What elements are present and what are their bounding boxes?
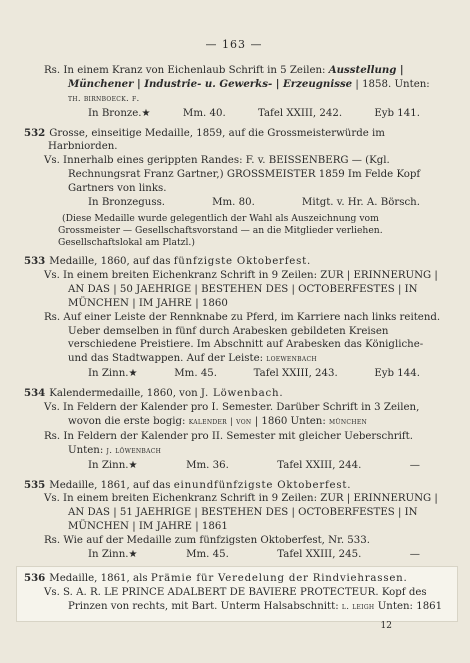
obverse-description: Vs. In einem breiten Eichenkranz Schrift in 9 Zeilen: ZUR | ERINNERUNG | AN DAS | 50 JAEHRIGE | BESTEHEN DES | OCTOBERFESTES | IN MÜNCHEN | IM JAHRE | 1860 — [44, 269, 438, 309]
engraver-signature: j. löwenbach — [106, 445, 162, 456]
fraktur-inscription: Ausstellung | Münchener | Industrie- u. Gewerks- | Erzeugnisse — [68, 63, 404, 90]
diameter: Mm. 45. — [174, 368, 218, 380]
entry-title: Medaille, 1860, auf das — [49, 255, 174, 267]
obverse-text-2: Unten: 1861 — [374, 600, 443, 612]
entry-heading — [24, 572, 444, 586]
entry-536 — [24, 572, 444, 615]
obverse-description: Vs. Innerhalb eines gerippten Randes: F. v. BEISSENBERG — (Kgl. Rechnungsrat Franz Gartner,) GROSSMEISTER 1859 Im Felde Kopf Gartners von links. — [44, 155, 421, 195]
printer-signature: 12 — [380, 621, 392, 631]
plate-reference: Tafel XXIII, 245. — [277, 549, 362, 561]
reverse-description — [44, 430, 444, 459]
entry-number: 533 — [24, 254, 46, 267]
diameter: Mm. 40. — [182, 107, 226, 119]
entry-heading — [24, 255, 444, 269]
plate-reference: Tafel XXIII, 243. — [253, 368, 338, 380]
entry-number: 535 — [24, 478, 46, 491]
metal: In Bronze.★ — [88, 107, 151, 119]
entry-specs — [88, 459, 420, 473]
metal: In Zinn.★ — [88, 459, 138, 471]
plate-reference: Tafel XXIII, 244. — [277, 459, 362, 471]
engraver-signature: l. leigh — [341, 601, 375, 612]
entry-title: Grosse, einseitige Medaille, 1859, auf die Grossmeisterwürde im Harbniorden. — [48, 127, 385, 153]
entry-title: Medaille, 1861, auf das — [49, 479, 174, 491]
entry-heading — [24, 479, 444, 493]
entry-heading — [24, 127, 444, 155]
entry-531-continuation — [24, 64, 444, 121]
reverse-text-2: | 1858. Unten: — [352, 78, 430, 90]
reverse-description — [44, 64, 444, 107]
provenance: Mitgt. v. Hr. A. Börsch. — [301, 197, 420, 209]
obverse-description: Vs. In einem breiten Eichenkranz Schrift in 9 Zeilen: ZUR | ERINNERUNG | AN DAS | 51 JAEHRIGE | BESTEHEN DES | OCTOBERFESTES | IN MÜNCHEN | IM JAHRE | 1861 — [44, 493, 438, 533]
page-number: — 163 — — [205, 38, 263, 51]
entry-number: 534 — [24, 387, 46, 400]
inscription-small-caps: kalender | von — [188, 416, 252, 427]
reverse-description — [44, 311, 444, 368]
metal: In Bronzeguss. — [88, 197, 166, 209]
entry-533 — [24, 255, 444, 381]
obverse-text-2: | 1860 Unten: — [251, 415, 330, 427]
entry-number: 536 — [24, 572, 46, 584]
metal: In Zinn.★ — [88, 549, 138, 561]
diameter: Mm. 36. — [186, 459, 229, 471]
diameter: Mm. 45. — [186, 549, 229, 561]
reverse-text: Rs. In einem Kranz von Eichenlaub Schrift in 5 Zeilen: — [44, 64, 329, 76]
obverse-text: Vs. S. A. R. LE PRINCE ADALBERT DE BAVIERE PROTECTEUR. Kopf des Prinzen von rechts, mit Bart. Unterm Halsabschnitt: — [44, 586, 427, 612]
footnote: (Diese Medaille wurde gelegentlich der Wahl als Auszeichnung vom Grossmeister — Gesellschaftsvorstand — an die Mitglieder verliehen. Gesellschaftslokal am Platzl.) — [58, 212, 383, 248]
engraver-signature: loewenbach — [266, 354, 317, 365]
metal: In Zinn.★ — [88, 368, 138, 380]
obverse-text: Vs. In Feldern der Kalender pro I. Semester. Darüber Schrift in 3 Zeilen, wovon die erste bogig: — [44, 402, 420, 427]
inscription-small-caps-2: münchen — [329, 416, 368, 427]
entry-532 — [24, 127, 444, 249]
entry-title-spaced: einundfünfzigste Oktoberfest. — [173, 479, 352, 491]
entry-535 — [24, 479, 444, 562]
obverse-description — [44, 586, 444, 615]
entry-heading — [24, 387, 444, 401]
entry-specs — [88, 196, 420, 210]
eyb-reference: — — [409, 459, 420, 471]
entry-title: Medaille, 1861, als — [49, 573, 151, 584]
entry-specs — [88, 107, 420, 121]
engraver-signature: th. birnboeck. f. — [68, 93, 140, 104]
entry-title-spaced: fünfzigste Oktoberfest. — [173, 255, 312, 267]
entry-title: Kalendermedaille, 1860, von — [49, 388, 201, 400]
obverse-description — [44, 401, 444, 430]
reverse-text: Rs. Auf einer Leiste der Rennknabe zu Pferd, im Karriere nach links reitend. Ueber demselben in fünf durch Arabesken gebildeten Kreisen verschiedene Preistiere. Im Abschnitt auf Arabesken das Königliche- und das Stadtwappen. Auf der Leiste: — [44, 311, 441, 365]
eyb-reference: Eyb 141. — [374, 107, 420, 119]
entry-title-spaced: Prämie für Veredelung der Rindviehrassen. — [150, 573, 408, 584]
eyb-reference: Eyb 144. — [374, 368, 420, 380]
reverse-description: Rs. Wie auf der Medaille zum fünfzigsten Oktoberfest, Nr. 533. — [44, 535, 370, 547]
entry-specs — [88, 367, 420, 381]
entry-specs — [88, 548, 420, 562]
reverse-text: Rs. In Feldern der Kalender pro II. Semester mit gleicher Ueberschrift. Unten: — [44, 430, 413, 456]
entry-title-spaced: J. Löwenbach. — [200, 388, 284, 400]
entry-534 — [24, 387, 444, 472]
entry-number: 532 — [24, 126, 46, 139]
eyb-reference: — — [409, 549, 420, 561]
plate-reference: Tafel XXIII, 242. — [257, 107, 343, 119]
diameter: Mm. 80. — [212, 197, 255, 209]
